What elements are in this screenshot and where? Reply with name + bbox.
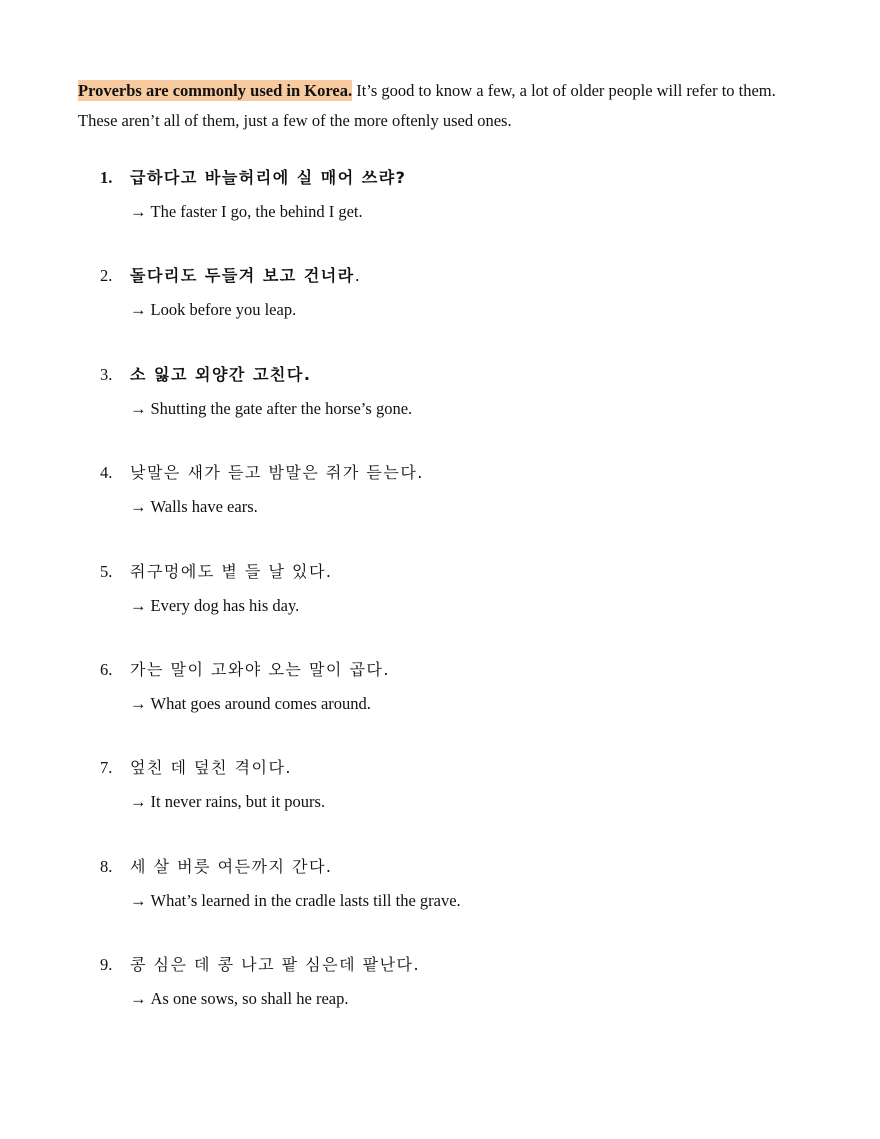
- proverb-english: [130, 889, 461, 913]
- proverb-number: 6.: [100, 659, 113, 679]
- arrow-icon: →: [130, 202, 147, 221]
- proverb-english-text: The faster I go, the behind I get.: [150, 202, 363, 221]
- arrow-icon: →: [130, 398, 147, 418]
- proverb-number: 2.: [100, 266, 113, 286]
- proverb-english: [130, 397, 412, 421]
- proverb-korean: 콩 심은 데 콩 나고 팥 심은데 팥난다.: [130, 955, 421, 975]
- arrow-icon: →: [130, 693, 147, 713]
- proverb-number: 7.: [100, 758, 113, 778]
- proverb-english-text: As one sows, so shall he reap.: [150, 989, 349, 1009]
- arrow-icon: →: [130, 497, 147, 517]
- proverb-number: 3.: [100, 364, 113, 384]
- arrow-icon: →: [130, 890, 147, 910]
- proverb-number: 1.: [100, 168, 113, 187]
- proverb-korean: 엎친 데 덮친 격이다.: [130, 758, 292, 778]
- proverb-number: 8.: [100, 856, 113, 876]
- proverb-english-text: Every dog has his day.: [150, 595, 300, 615]
- proverb-item: [100, 756, 800, 854]
- proverb-english-text: What goes around comes around.: [150, 693, 371, 713]
- proverb-item: [100, 264, 800, 362]
- proverb-period: .: [354, 266, 362, 286]
- proverb-korean: 낮말은 새가 듣고 밤말은 쥐가 듣는다.: [130, 463, 424, 483]
- proverb-english: [130, 200, 363, 224]
- proverb-english: [130, 692, 371, 716]
- intro-highlight: Proverbs are commonly used in Korea.: [78, 81, 353, 100]
- arrow-icon: →: [130, 300, 147, 320]
- proverb-item: [100, 560, 800, 658]
- proverb-korean: 세 살 버릇 여든까지 간다.: [130, 856, 333, 876]
- proverb-english: [130, 987, 348, 1011]
- proverb-english-text: Walls have ears.: [150, 497, 258, 517]
- proverb-item: [100, 363, 800, 461]
- arrow-icon: →: [130, 989, 147, 1009]
- proverb-korean-wrap: [130, 264, 361, 288]
- proverb-english-text: Shutting the gate after the horse’s gone.: [150, 398, 413, 418]
- proverb-korean: 급하다고 바늘허리에 실 매어 쓰랴?: [130, 168, 407, 187]
- proverb-english-text: What’s learned in the cradle lasts till the grave.: [150, 890, 461, 910]
- arrow-icon: →: [130, 792, 147, 812]
- arrow-icon: →: [130, 595, 147, 615]
- proverb-item: [100, 658, 800, 756]
- proverb-korean: 가는 말이 고와야 오는 말이 곱다.: [130, 659, 390, 679]
- proverb-item: [100, 855, 800, 953]
- proverb-korean: 쥐구멍에도 볕 들 날 있다.: [130, 561, 333, 581]
- proverb-item: [100, 461, 800, 559]
- proverb-list: [100, 166, 800, 1052]
- proverb-english-text: It never rains, but it pours.: [150, 792, 326, 812]
- proverb-korean: 돌다리도 두들겨 보고 건너라: [130, 266, 355, 286]
- proverb-english-text: Look before you leap.: [150, 300, 297, 320]
- proverb-number: 9.: [100, 955, 113, 975]
- proverb-english: [130, 594, 299, 618]
- proverb-korean: 소 잃고 외양간 고친다.: [130, 364, 312, 384]
- proverb-item: [100, 953, 800, 1051]
- proverb-number: 4.: [100, 463, 113, 483]
- proverb-item: [100, 166, 800, 264]
- proverb-number: 5.: [100, 561, 113, 581]
- proverb-english: [130, 790, 325, 814]
- intro-text: It’s good to know a few, a lot of older people will refer to them. These aren’t all of them, just a few of the more oftenly used ones.: [78, 81, 776, 130]
- intro-paragraph: [78, 76, 798, 136]
- proverb-english: [130, 298, 296, 322]
- proverb-english: [130, 495, 258, 519]
